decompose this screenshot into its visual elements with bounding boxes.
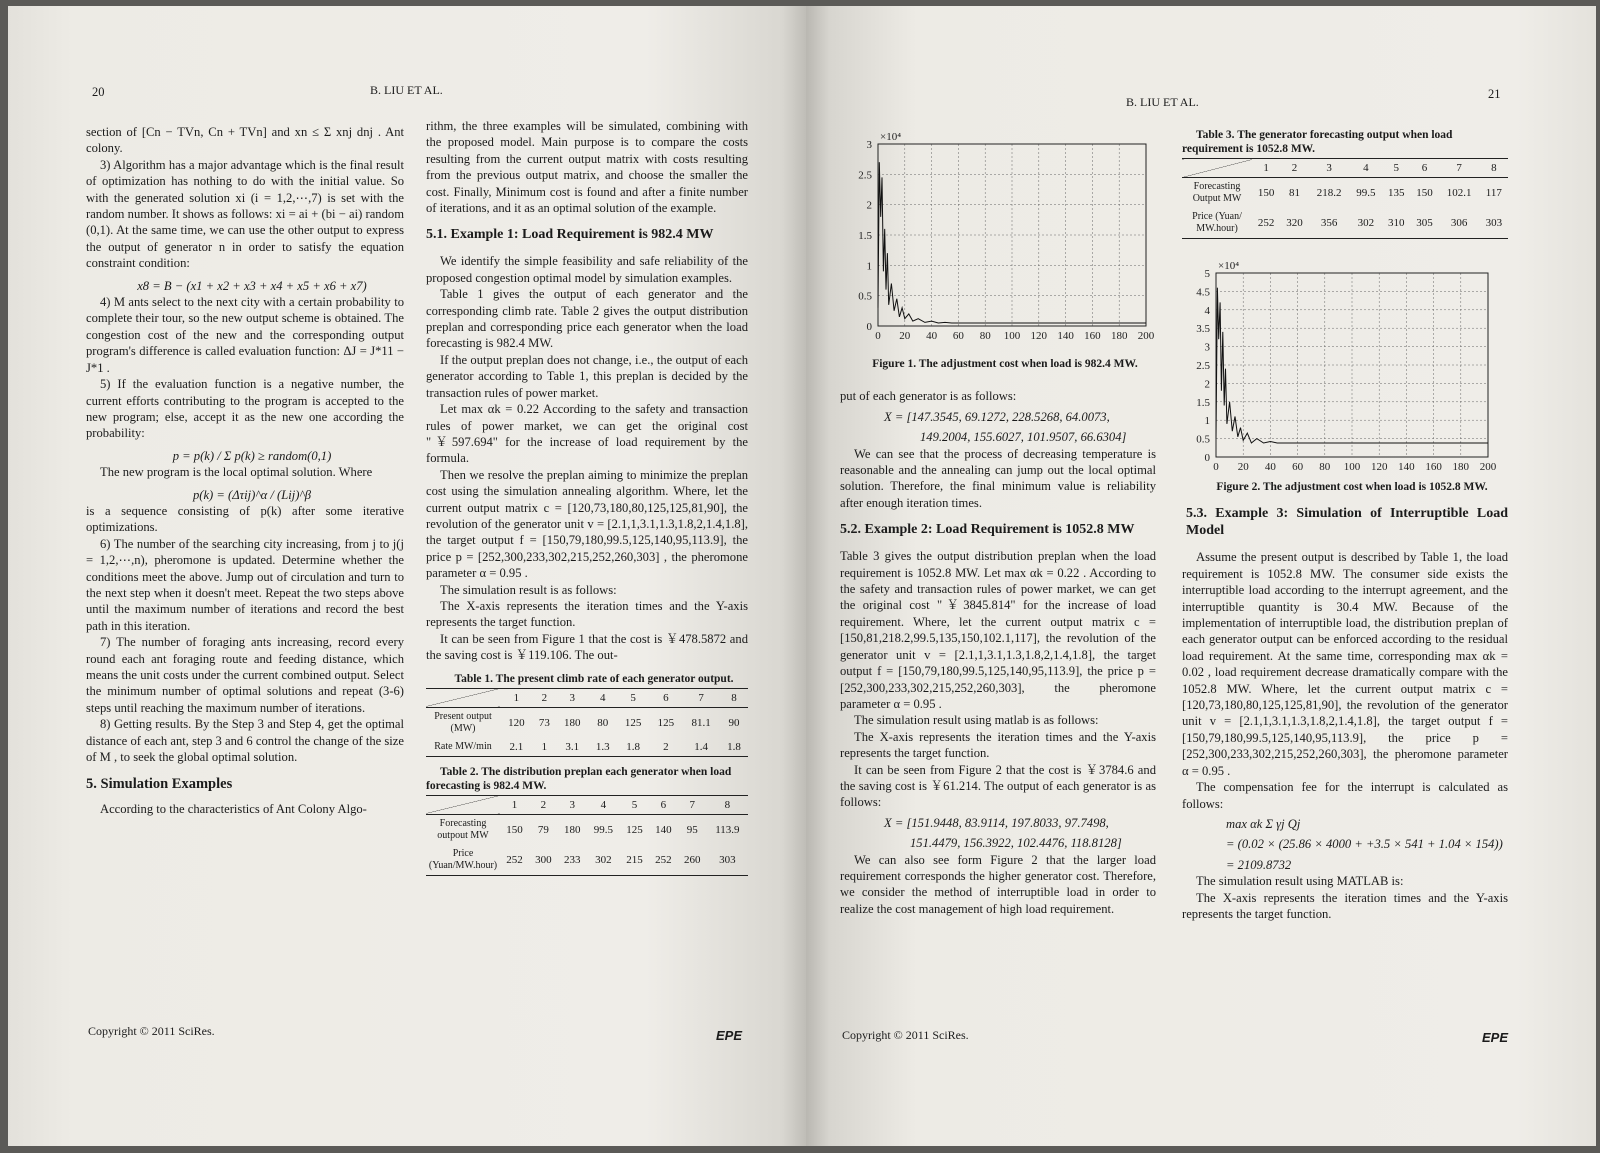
table-cell: 180 <box>564 716 581 729</box>
table-header-cell: 4 <box>600 798 607 811</box>
y-tick-label: 2 <box>866 199 872 212</box>
paragraph: The simulation result using matlab is as follows: <box>854 713 1099 728</box>
table-cell: 252 <box>655 853 672 866</box>
table-header-cell: 6 <box>1421 162 1428 174</box>
table-1 <box>426 688 748 757</box>
table-cell: 150 <box>1416 187 1433 199</box>
table-header-cell: 4 <box>599 691 606 704</box>
equation: x8 = B − (x1 + x2 + x3 + x4 + x5 + x6 + x7) <box>137 278 367 293</box>
table-cell: 79 <box>537 823 549 836</box>
equation: p = p(k) / Σ p(k) ≥ random(0,1) <box>172 448 332 463</box>
paragraph: The X-axis represents the iteration times and the Y-axis represents the target function. <box>840 729 1156 761</box>
y-tick-label: 3 <box>1204 341 1210 354</box>
table-cell: 125 <box>626 823 643 836</box>
right-page <box>806 6 1596 1146</box>
paragraph: 6) The number of the searching city increasing, from j to j(j = 1,2,⋯,n), pheromone is updated. Determine whether the conditions meet the above. Jump out of circulation and turn to the next step when it doesn't meet. Repeat the two steps above until the maximum number of iterations and record the best path in this iteration. <box>86 536 404 633</box>
table-cell: 1.3 <box>595 740 610 753</box>
paragraph: rithm, the three examples will be simulated, combining with the proposed model. Main purpose is to compare the costs resulting from the current output matrix with costs resulting from the previous output matrix, and choose the smaller the cost. Finally, Minimum cost is found and after a finite number of iterations, and it as an optimal solution of the example. <box>426 119 748 216</box>
table-row-label: Present output (MW) <box>434 710 492 734</box>
y-tick-label: 4 <box>1204 304 1210 317</box>
table-header-cell: 6 <box>663 691 669 704</box>
table-cell: 102.1 <box>1446 187 1472 199</box>
figure-caption: Figure 1. The adjustment cost when load is 982.4 MW. <box>872 358 1138 370</box>
table-header-cell: 1 <box>513 691 520 704</box>
x-tick-label: 160 <box>1425 461 1442 473</box>
paragraph: is a sequence consisting of p(k) after some iterative optimizations. <box>86 503 404 535</box>
right-page-column-2 <box>1182 120 1508 922</box>
table-header-cell: 5 <box>630 691 636 704</box>
table-cell: 302 <box>1357 217 1375 229</box>
table-cell: 113.9 <box>715 823 740 836</box>
table-cell: 306 <box>1450 217 1468 229</box>
paragraph: 4) M ants select to the next city with a certain probability to complete their tour, so the new output scheme is obtained. The congestion cost of the new and the corresponding output program's difference is called evaluation function: ΔJ = J*11 − J*1 . <box>86 295 404 375</box>
footer-copyright: Copyright © 2011 SciRes. <box>842 1028 969 1042</box>
footer-journal: EPE <box>716 1028 743 1043</box>
table-cell: 252 <box>1257 217 1275 229</box>
table-cell: 99.5 <box>593 823 613 836</box>
table-cell: 2.1 <box>509 740 524 753</box>
table-header-cell: 2 <box>541 691 548 704</box>
running-header: B. LIU ET AL. <box>1126 95 1199 109</box>
page-number: 20 <box>92 85 105 99</box>
table-cell: 120 <box>508 716 525 729</box>
table-cell: 233 <box>564 853 581 866</box>
table-cell: 135 <box>1387 187 1405 199</box>
y-tick-label: 4.5 <box>1196 286 1210 299</box>
table-cell: 1.8 <box>727 740 741 753</box>
table-cell: 218.2 <box>1316 187 1342 199</box>
paragraph: Then we resolve the preplan aiming to minimize the preplan cost using the simulation annealing algorithm. Where, let the current output matrix c = [120,73,180,80,125,125,81,90], the revolution of the generator unit v = [2.1,1,3.1,1.3,1.8,2,1.4,1.8], the target output f = [150,79,180,99.5,125,140,95,113.9], the price p = [252,300,233,302,215,252,260,303] , the pheromone parameter α = 0.95 . <box>426 467 748 581</box>
paragraph: 3) Algorithm has a major advantage which is the final result of optimization has nothing to do with the initial value. So with the generated solution xi (i = 1,2,⋯,7) is set with the random number. It shows as follows: xi = ai + (bi − ai) random (0,1). At the same time, we can use the other output to express the output of generator n in order to satisfy the equation constraint condition: <box>86 157 404 271</box>
table-header-cell: 8 <box>731 691 737 704</box>
x-tick-label: 200 <box>1479 461 1497 473</box>
equation: X = [147.3545, 69.1272, 228.5268, 64.0073, <box>884 409 1110 424</box>
paragraph: The X-axis represents the iteration times and the Y-axis represents the target function. <box>426 598 748 630</box>
x-tick-label: 40 <box>1264 461 1276 473</box>
paragraph: The simulation result using MATLAB is: <box>1196 874 1404 889</box>
table-row-label: Rate MW/min <box>434 740 492 752</box>
table-cell: 73 <box>538 716 550 729</box>
table-row-label: Forecasting Output MW <box>1192 181 1242 204</box>
y-tick-label: 2.5 <box>858 169 872 182</box>
table-cell: 1.4 <box>694 740 709 753</box>
table-header-cell: 3 <box>569 798 576 811</box>
x-tick-label: 80 <box>1319 461 1331 473</box>
table-2 <box>426 795 748 876</box>
table-cell: 125 <box>657 716 675 729</box>
table-cell: 80 <box>597 716 609 729</box>
table-header-cell: 5 <box>1393 162 1399 174</box>
book-spread <box>8 6 1596 1146</box>
table-corner <box>426 795 500 814</box>
table-header-cell: 2 <box>1291 162 1298 174</box>
left-page-column-1 <box>86 124 404 818</box>
table-cell: 303 <box>1485 217 1503 229</box>
paragraph: We can see that the process of decreasing temperature is reasonable and the annealing can jump out the local optimal solution. Therefore, the final minimum value is reliability after enough iteration times. <box>840 446 1156 510</box>
table-cell: 310 <box>1387 217 1405 229</box>
paragraph: It can be seen from Figure 1 that the cost is ￥478.5872 and the saving cost is ￥119.106. The out- <box>426 631 748 663</box>
table-row-label: Price (Yuan/ MW.hour) <box>1192 211 1242 234</box>
y-tick-label: 1 <box>866 260 872 273</box>
table-cell: 215 <box>626 853 643 866</box>
x-tick-label: 180 <box>1110 330 1128 342</box>
table-cell: 81 <box>1288 187 1300 199</box>
paragraph: It can be seen from Figure 2 that the cost is ￥3784.6 and the saving cost is ￥61.214. The output of each generator is as follows: <box>840 762 1156 810</box>
table-header-cell: 5 <box>631 798 638 811</box>
table-header-cell: 4 <box>1363 162 1369 174</box>
series-line <box>878 162 1146 323</box>
page-number: 21 <box>1488 87 1501 101</box>
axis-multiplier-label: ×10⁴ <box>1218 260 1240 272</box>
table-caption: Table 2. The distribution preplan each generator when load forecasting is 982.4 MW. <box>426 765 732 792</box>
table-cell: 252 <box>506 853 523 866</box>
table-cell: 303 <box>719 853 736 866</box>
table-cell: 2 <box>663 740 669 753</box>
table-cell: 95 <box>686 823 698 836</box>
table-cell: 3.1 <box>565 740 580 753</box>
running-header: B. LIU ET AL. <box>370 83 443 97</box>
table-3 <box>1182 158 1508 239</box>
axis-multiplier-label: ×10⁴ <box>880 131 902 143</box>
x-tick-label: 140 <box>1398 461 1415 473</box>
paragraph: Table 1 gives the output of each generator and the corresponding climb rate. Table 2 gives the output distribution preplan and corresponding price each generator when the load forecasting is 982.4 MW. <box>426 287 748 351</box>
paragraph: The new program is the local optimal solution. Where <box>100 465 373 480</box>
paragraph: If the output preplan does not change, i.e., the output of each generator according to Table 1, this preplan is decided by the transaction rules of power market. <box>426 352 748 400</box>
x-tick-label: 100 <box>1003 330 1021 342</box>
paragraph: The X-axis represents the iteration times and the Y-axis represents the target function. <box>1182 890 1508 921</box>
x-tick-label: 20 <box>1237 461 1249 473</box>
table-cell: 305 <box>1416 217 1433 229</box>
table-cell: 150 <box>1257 187 1275 199</box>
table-row <box>1182 208 1508 239</box>
table-header-cell: 6 <box>660 798 667 811</box>
table-cell: 1.8 <box>626 740 640 753</box>
paragraph: We can also see form Figure 2 that the larger load requirement corresponds the higher generator cost. Therefore, we consider the method of interruptible load in order to realize the cost management of high load requirement. <box>840 852 1156 916</box>
x-tick-label: 120 <box>1030 330 1048 342</box>
table-header-cell: 1 <box>1263 162 1269 174</box>
table-row <box>426 738 748 757</box>
y-tick-label: 1.5 <box>858 230 872 242</box>
right-page-column-1 <box>840 352 1156 917</box>
section-heading: 5. Simulation Examples <box>86 776 233 793</box>
figure-1-chart <box>840 124 1170 349</box>
table-header-cell: 8 <box>724 798 731 811</box>
table-cell: 90 <box>728 716 740 729</box>
table-cell: 81.1 <box>691 716 711 729</box>
x-tick-label: 100 <box>1343 461 1361 473</box>
equation: max αk Σ γj Qj <box>1226 816 1301 831</box>
figure-2-chart <box>1182 245 1508 475</box>
x-tick-label: 60 <box>952 330 964 342</box>
y-tick-label: 0 <box>1204 452 1210 464</box>
table-header-cell: 8 <box>1491 162 1497 174</box>
paragraph: 7) The number of foraging ants increasing, record every round each ant foraging route and feeding distance, which means the unit costs under the current combined output. Select the minimum number of optimal solutions and repeat (3-6) steps until reaching the maximum number of iterations. <box>86 635 404 715</box>
table-header-cell: 7 <box>1456 162 1462 174</box>
x-tick-label: 40 <box>926 330 938 342</box>
table-row <box>426 845 748 876</box>
paragraph: Assume the present output is described by Table 1, the load requirement is 1052.8 MW. The consumer side exists the interruptible load according to the interrupt agreement, and the interruptible quantity is 30.4 MW. Because of the implementation of interruptible load, the distribution preplan of each generator output can be enforced according to the residual load requirement. At the same time, corresponding max αk = 0.02 , load requirement decrease dramatically compare with the 1052.8 MW. Where, let the current output matrix c = [120,73,180,80,125,125,81,90], the revolution of the generator unit v = [2.1,1,3.1,1.3,1.8,2,1.4,1.8], the target output f = [150,79,180,99.5,125,140,95,113.9], the price p = [252,300,233,302,215,252,260,303], the pheromone parameter α = 0.95 . <box>1182 550 1508 778</box>
x-tick-label: 160 <box>1084 330 1101 342</box>
paragraph: The simulation result is as follows: <box>440 582 617 597</box>
table-cell: 300 <box>535 853 552 866</box>
y-tick-label: 3 <box>866 139 872 151</box>
paragraph: section of [Cn − TVn, Cn + TVn] and xn ≤ Σ xnj dnj . Ant colony. <box>86 125 404 156</box>
y-tick-label: 2.5 <box>1196 360 1210 372</box>
footer-copyright: Copyright © 2011 SciRes. <box>88 1024 215 1038</box>
x-tick-label: 180 <box>1452 461 1470 473</box>
paragraph: put of each generator is as follows: <box>840 389 1017 404</box>
x-tick-label: 60 <box>1292 461 1304 473</box>
y-tick-label: 5 <box>1204 268 1210 280</box>
paragraph: 5) If the evaluation function is a negative number, the current efforts contributing to the program is accepted to the new program; else, accept it as the new one according the probability: <box>86 377 404 441</box>
table-cell: 125 <box>624 716 642 729</box>
paragraph: 8) Getting results. By the Step 3 and Step 4, get the optimal distance of each ant, step 3 and 6 control the change of the size of M , to seek the global optimal solution. <box>86 717 404 765</box>
x-tick-label: 120 <box>1370 461 1388 473</box>
table-cell: 1 <box>541 740 548 753</box>
y-tick-label: 0.5 <box>1196 433 1210 446</box>
y-tick-label: 1 <box>1204 415 1210 428</box>
figure-caption: Figure 2. The adjustment cost when load is 1052.8 MW. <box>1216 481 1488 493</box>
y-tick-label: 0 <box>866 321 872 333</box>
paragraph: We identify the simple feasibility and safe reliability of the proposed congestion optimal model by simulation examples. <box>426 254 748 285</box>
section-heading: 5.1. Example 1: Load Requirement is 982.4 MW <box>426 227 714 243</box>
paragraph: Let max αk = 0.22 According to the safety and transaction rules of power market, we can get the original cost "￥597.694" for the increase of load requirement by the formula. <box>426 402 748 466</box>
y-tick-label: 1.5 <box>1196 396 1210 409</box>
table-cell: 260 <box>684 853 701 866</box>
equation: X = [151.9448, 83.9114, 197.8033, 97.7498, <box>884 815 1109 830</box>
table-header-cell: 3 <box>569 691 576 704</box>
equation: p(k) = (Δτij)^α / (Lij)^β <box>192 487 312 502</box>
table-row <box>426 707 748 738</box>
table-caption: Table 1. The present climb rate of each generator output. <box>454 672 734 685</box>
table-corner <box>1182 159 1252 178</box>
table-header-cell: 2 <box>540 798 547 811</box>
equation: = (0.02 × (25.86 × 4000 + +3.5 × 541 + 1.04 × 154)) <box>1226 837 1503 852</box>
table-cell: 150 <box>506 823 523 836</box>
x-tick-label: 140 <box>1057 330 1074 342</box>
table-header-cell: 7 <box>698 691 704 704</box>
y-tick-label: 0.5 <box>858 290 872 303</box>
table-row <box>426 814 748 845</box>
section-heading: 5.3. Example 3: Simulation of Interruptible Load Model <box>1186 506 1508 539</box>
paragraph: According to the characteristics of Ant Colony Algo- <box>100 802 367 817</box>
footer-journal: EPE <box>1482 1030 1509 1045</box>
table-row <box>1182 178 1508 209</box>
paragraph: The compensation fee for the interrupt is calculated as follows: <box>1182 780 1508 811</box>
equation: 149.2004, 155.6027, 101.9507, 66.6304] <box>920 430 1127 445</box>
y-tick-label: 2 <box>1204 378 1210 391</box>
x-tick-label: 0 <box>1213 461 1219 473</box>
table-row-label: Price (Yuan/MW.hour) <box>428 847 498 871</box>
table-caption: Table 3. The generator forecasting output when load requirement is 1052.8 MW. <box>1182 129 1453 155</box>
x-tick-label: 20 <box>899 330 911 342</box>
x-tick-label: 200 <box>1137 330 1155 342</box>
y-tick-label: 3.5 <box>1196 323 1210 336</box>
equation: 151.4479, 156.3922, 102.4476, 118.8128] <box>910 836 1122 851</box>
table-cell: 180 <box>564 823 581 836</box>
table-cell: 356 <box>1320 217 1338 229</box>
table-cell: 117 <box>1485 187 1502 199</box>
left-page <box>8 6 806 1146</box>
table-header-cell: 1 <box>511 798 518 811</box>
section-heading: 5.2. Example 2: Load Requirement is 1052.8 MW <box>840 522 1135 538</box>
table-header-cell: 3 <box>1326 162 1332 174</box>
table-corner <box>426 688 500 707</box>
table-row-label: Forecasting outpout MW <box>437 817 489 841</box>
x-tick-label: 80 <box>979 330 991 342</box>
equation: = 2109.8732 <box>1226 857 1292 872</box>
table-cell: 140 <box>655 823 672 836</box>
x-tick-label: 0 <box>875 330 881 342</box>
table-cell: 320 <box>1286 217 1303 229</box>
paragraph: Table 3 gives the output distribution preplan when the load requirement is 1052.8 MW. Let max αk = 0.22 . According to the safety and transaction rules of power market, we can get the original cost "￥3845.814" for the increase of load requirement. Where, let the current output matrix c = [150,81,218.2,99.5,135,150,102.1,117], the revolution of the generator unit v = [2.1,1,3.1,1.3,1.8,2,1.4,1.8], the target output f = [150,79,180,99.5,125,140,95,113.9], the price p = [252,300,233,302,215,252,260,303], the pheromone parameter α = 0.95 . <box>840 549 1156 711</box>
table-header-cell: 7 <box>689 798 696 811</box>
table-cell: 302 <box>595 853 612 866</box>
table-cell: 99.5 <box>1356 187 1376 199</box>
left-page-column-2 <box>426 118 748 882</box>
